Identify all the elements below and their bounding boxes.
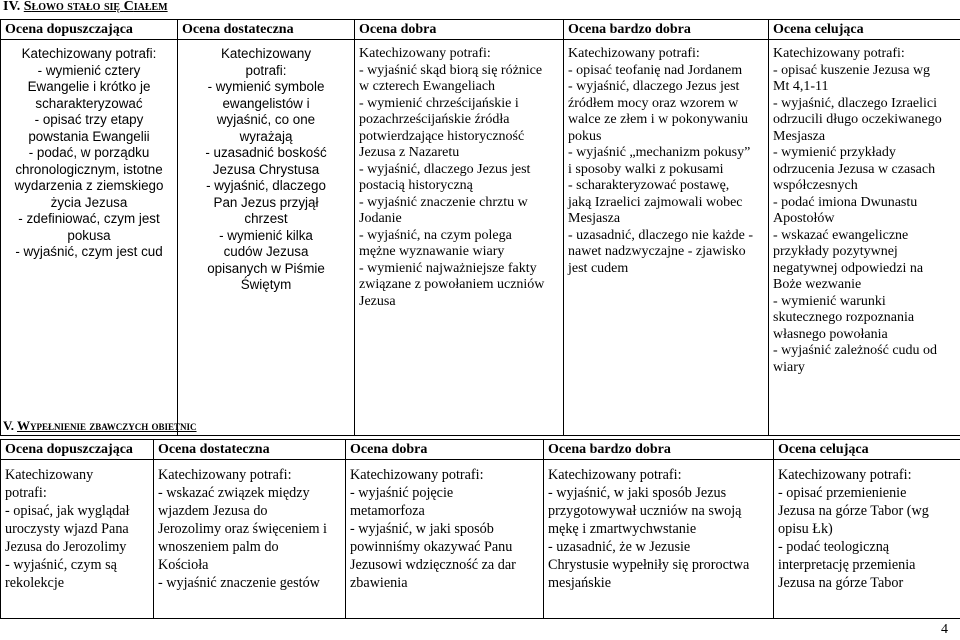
cell-line: postacią historyczną bbox=[359, 178, 473, 193]
cell-line: Jodanie bbox=[359, 211, 402, 226]
cell-line: - wyjaśnić „mechanizm pokusy” bbox=[568, 145, 751, 160]
requirements-cell bbox=[544, 460, 774, 619]
cell-line: Katechizowany potrafi: bbox=[773, 46, 905, 61]
cell-line: wyrażają bbox=[239, 128, 293, 144]
cell-line: - opisać teofanię nad Jordanem bbox=[568, 62, 743, 78]
cell-line: nawet nadzwyczajne - zjawisko bbox=[568, 244, 746, 259]
cell-line: potwierdzające historyczność bbox=[359, 128, 525, 144]
grading-table-section-4 bbox=[0, 19, 960, 436]
header-cell: Ocena bardzo dobra bbox=[564, 20, 769, 40]
cell-line: Ewangelie i krótko je bbox=[27, 79, 151, 94]
cell-line: potrafi: bbox=[245, 62, 287, 78]
table-row bbox=[1, 40, 960, 436]
cell-line: - podać imiona Dwunastu bbox=[773, 194, 918, 210]
cell-line: i sposoby walki z pokusami bbox=[568, 161, 724, 177]
cell-line: skutecznego rozpoznania bbox=[773, 310, 915, 325]
cell-line: potrafi: bbox=[5, 485, 47, 501]
section-number: IV. bbox=[3, 0, 21, 14]
cell-line: Boże wezwanie bbox=[773, 277, 862, 292]
cell-line: Katechizowany bbox=[5, 467, 94, 483]
cell-line: Katechizowany potrafi: bbox=[21, 46, 157, 61]
cell-line: Katechizowany potrafi: bbox=[568, 46, 700, 61]
cell-line: opisanych w Piśmie bbox=[207, 260, 325, 276]
cell-line: - wyjaśnić, w jaki sposób Jezus bbox=[548, 485, 727, 501]
cell-line: Jezusa na górze Tabor bbox=[778, 575, 904, 591]
cell-line: - wyjaśnić, na czym polega bbox=[359, 227, 512, 243]
cell-line: Apostołów bbox=[773, 211, 835, 226]
cell-line: Jezusa do Jerozolimy bbox=[5, 539, 127, 555]
cell-line: - wymienić najważniejsze fakty bbox=[359, 260, 537, 276]
cell-line: życia Jezusa bbox=[50, 194, 128, 210]
cell-line: współczesnych bbox=[773, 178, 858, 193]
cell-line: Świętym bbox=[240, 277, 292, 292]
header-cell: Ocena dostateczna bbox=[154, 440, 346, 460]
cell-line: Kościoła bbox=[158, 557, 209, 573]
cell-line: Mesjasza bbox=[568, 211, 621, 226]
cell-line: - wyjaśnić znaczenie gestów bbox=[158, 575, 320, 591]
header-cell: Ocena dopuszczająca bbox=[1, 440, 154, 460]
cell-line: odrzucili długo oczekiwanego bbox=[773, 112, 942, 127]
table-row bbox=[1, 460, 960, 619]
cell-line: Jezusa z Nazaretu bbox=[359, 145, 460, 160]
cell-line: - uzasadnić, że w Jezusie bbox=[548, 539, 691, 555]
cell-line: wyjaśnić, co one bbox=[216, 112, 316, 127]
header-cell: Ocena celująca bbox=[774, 440, 960, 460]
cell-line: - zdefiniować, czym jest bbox=[18, 211, 160, 226]
cell-line: Pan Jezus przyjął bbox=[213, 194, 319, 210]
cell-line: w czterech Ewangeliach bbox=[359, 79, 496, 94]
cell-line: - uzasadnić, dlaczego nie każde - bbox=[568, 227, 754, 243]
cell-line: zbawienia bbox=[350, 575, 408, 591]
cell-line: - wyjaśnić, w jaki sposób bbox=[350, 521, 494, 537]
cell-line: Jezusowi wdzięczność za dar bbox=[350, 557, 516, 573]
cell-line: metamorfoza bbox=[350, 503, 425, 519]
cell-line: ewangelistów i bbox=[222, 95, 310, 111]
cell-line: Mt 4,1-11 bbox=[773, 79, 829, 94]
cell-line: scharakteryzować bbox=[35, 95, 143, 111]
cell-line: powstania Ewangelii bbox=[28, 128, 150, 144]
cell-line: Katechizowany potrafi: bbox=[350, 467, 484, 483]
cell-line: Katechizowany potrafi: bbox=[548, 467, 682, 483]
cell-line: Mesjasza bbox=[773, 128, 826, 144]
cell-line: - opisać trzy etapy bbox=[34, 112, 144, 127]
cell-line: pokusa bbox=[67, 227, 111, 243]
cell-line: chronologicznym, istotne bbox=[15, 161, 163, 177]
cell-line: związane z powołaniem uczniów bbox=[359, 277, 545, 292]
cell-line: - wymienić cztery bbox=[37, 62, 141, 78]
section-title-text: Słowo stało się Ciałem bbox=[23, 0, 168, 14]
requirements-cell bbox=[355, 40, 564, 436]
section-title-text: Wypełnienie zbawczych obietnic bbox=[16, 418, 197, 433]
cell-line: - opisać przemienienie bbox=[778, 485, 907, 501]
header-cell: Ocena dobra bbox=[346, 440, 544, 460]
cell-line: - wyjaśnić, czym są bbox=[5, 557, 117, 573]
cell-line: jaką Izraelici zajmowali wobec bbox=[568, 194, 743, 210]
cell-line: interpretację przemienia bbox=[778, 557, 916, 573]
section-title-5 bbox=[3, 419, 197, 433]
table-header-row bbox=[1, 440, 960, 460]
requirements-cell bbox=[178, 40, 355, 436]
requirements-cell bbox=[1, 40, 178, 436]
cell-line: - wskazać ewangeliczne bbox=[773, 227, 909, 243]
cell-line: - podać teologiczną bbox=[778, 539, 890, 555]
grading-table-section-5 bbox=[0, 439, 960, 619]
cell-line: - scharakteryzować postawę, bbox=[568, 178, 730, 193]
requirements-cell bbox=[564, 40, 769, 436]
cell-line: - wyjaśnić pojęcie bbox=[350, 485, 454, 501]
cell-line: - wyjaśnić, dlaczego bbox=[206, 178, 326, 193]
cell-line: Katechizowany potrafi: bbox=[778, 467, 912, 483]
header-cell: Ocena bardzo dobra bbox=[544, 440, 774, 460]
cell-line: Katechizowany potrafi: bbox=[158, 467, 292, 483]
cell-line: Jezusa Chrystusa bbox=[212, 161, 320, 177]
cell-line: Chrystusie wypełniły się proroctwa bbox=[548, 557, 750, 573]
cell-line: pozachrześcijańskie źródła bbox=[359, 112, 510, 127]
cell-line: cudów Jezusa bbox=[223, 244, 309, 259]
cell-line: jest cudem bbox=[568, 260, 629, 276]
table-header-row bbox=[1, 20, 960, 40]
cell-line: - wyjaśnić znaczenie chrztu w bbox=[359, 194, 528, 210]
cell-line: - wymienić przykłady bbox=[773, 145, 896, 160]
cell-line: wnoszeniem palm do bbox=[158, 539, 279, 555]
cell-line: - wyjaśnić zależność cudu od bbox=[773, 343, 938, 358]
cell-line: powinniśmy okazywać Panu bbox=[350, 539, 513, 555]
cell-line: wydarzenia z ziemskiego bbox=[14, 178, 164, 193]
cell-line: - podać, w porządku bbox=[28, 145, 150, 160]
cell-line: mężne wyznawanie wiary bbox=[359, 244, 505, 259]
header-cell: Ocena dostateczna bbox=[178, 20, 355, 40]
cell-line: własnego powołania bbox=[773, 326, 888, 342]
cell-line: przygotowywał uczniów na swoją bbox=[548, 503, 742, 519]
cell-line: - wyjaśnić, dlaczego Jezus jest bbox=[359, 161, 531, 177]
cell-line: - wymienić kilka bbox=[219, 227, 313, 243]
requirements-cell bbox=[1, 460, 154, 619]
cell-line: - wymienić symbole bbox=[207, 79, 325, 94]
cell-line: pokus bbox=[568, 128, 602, 144]
header-cell: Ocena celująca bbox=[769, 20, 960, 40]
cell-line: - wskazać związek między bbox=[158, 485, 310, 501]
page-number: 4 bbox=[941, 622, 948, 637]
cell-line: źródłem mocy oraz wzorem w bbox=[568, 95, 739, 111]
cell-line: - wymienić chrześcijańskie i bbox=[359, 95, 519, 111]
requirements-cell bbox=[769, 40, 960, 436]
cell-line: - wyjaśnić, czym jest cud bbox=[15, 244, 163, 259]
section-number: V. bbox=[3, 418, 14, 433]
cell-line: chrzest bbox=[244, 211, 288, 226]
cell-line: Jezusa bbox=[359, 293, 396, 309]
cell-line: Jerozolimy oraz święceniem i bbox=[158, 521, 328, 537]
cell-line: Jezusa na górze Tabor (wg bbox=[778, 503, 929, 519]
cell-line: mękę i zmartwychwstanie bbox=[548, 521, 697, 537]
cell-line: - wyjaśnić skąd biorą się różnice bbox=[359, 62, 543, 78]
requirements-cell bbox=[774, 460, 960, 619]
cell-line: - uzasadnić boskość bbox=[205, 145, 327, 160]
cell-line: - opisać, jak wyglądał bbox=[5, 503, 130, 519]
cell-line: walce ze złem i w pokonywaniu bbox=[568, 112, 748, 127]
cell-line: mesjańskie bbox=[548, 575, 612, 591]
cell-line: - wyjaśnić, dlaczego Jezus jest bbox=[568, 79, 740, 94]
cell-line: Katechizowany potrafi: bbox=[359, 46, 491, 61]
cell-line: wiary bbox=[773, 359, 805, 375]
requirements-cell bbox=[346, 460, 544, 619]
requirements-cell bbox=[154, 460, 346, 619]
header-cell: Ocena dopuszczająca bbox=[1, 20, 178, 40]
cell-line: odrzucenia Jezusa w czasach bbox=[773, 161, 936, 177]
section-title-4 bbox=[3, 0, 168, 14]
cell-line: opisu Łk) bbox=[778, 521, 833, 537]
cell-line: - wymienić warunki bbox=[773, 293, 886, 309]
cell-line: wjazdem Jezusa do bbox=[158, 503, 268, 519]
cell-line: Katechizowany bbox=[220, 46, 312, 61]
cell-line: rekolekcje bbox=[5, 575, 65, 591]
header-cell: Ocena dobra bbox=[355, 20, 564, 40]
cell-line: uroczysty wjazd Pana bbox=[5, 521, 129, 537]
cell-line: - wyjaśnić, dlaczego Izraelici bbox=[773, 95, 938, 111]
cell-line: negatywnej odpowiedzi na bbox=[773, 260, 924, 276]
cell-line: przykłady pozytywnej bbox=[773, 244, 898, 259]
cell-line: - opisać kuszenie Jezusa wg bbox=[773, 62, 931, 78]
